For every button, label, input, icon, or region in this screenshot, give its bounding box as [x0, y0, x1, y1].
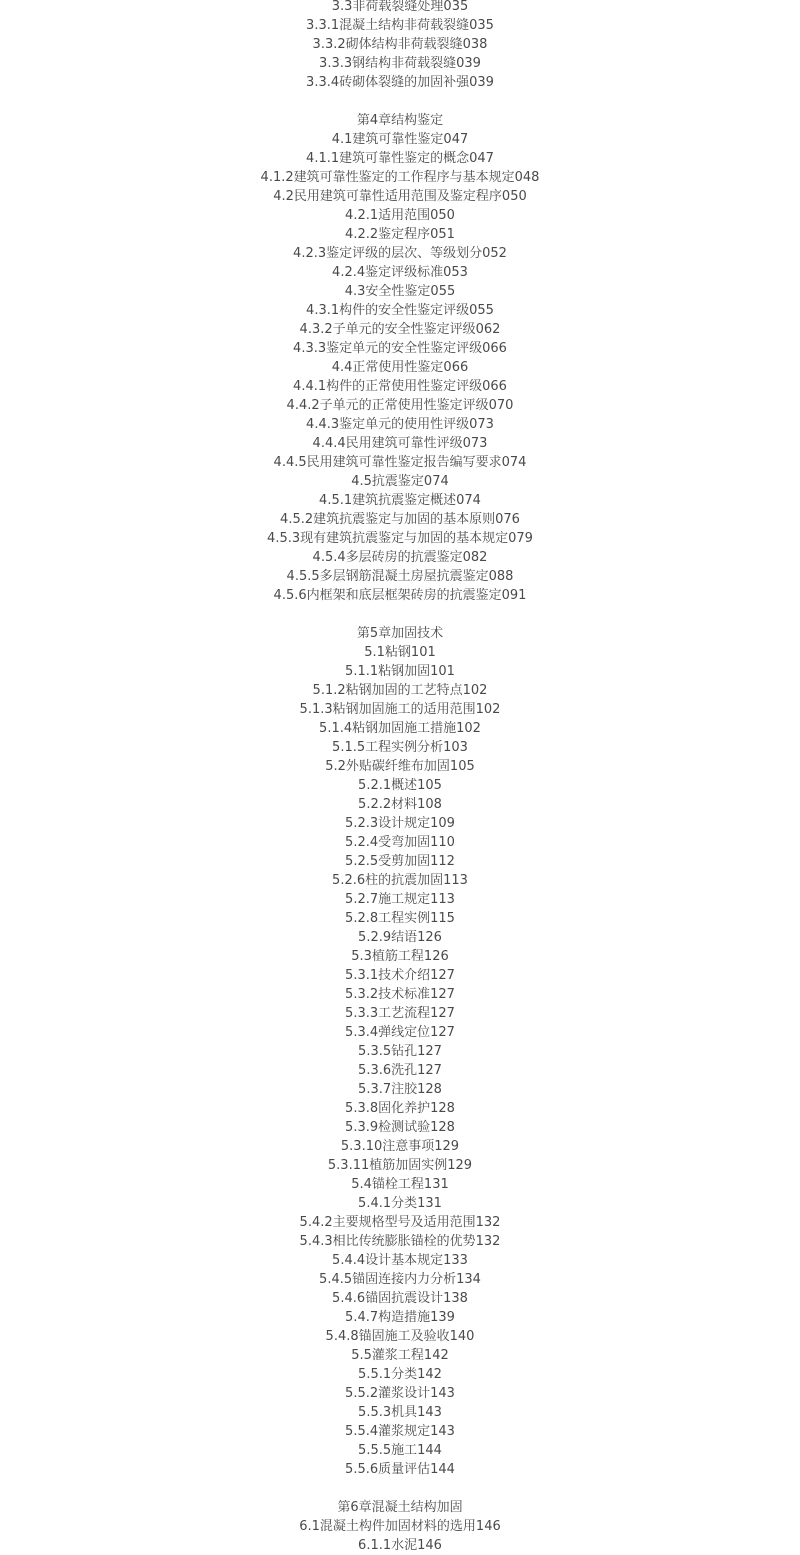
toc-entry: 5.3.8固化养护128 [345, 1101, 455, 1116]
toc-entry: 5.3.2技术标准127 [345, 987, 455, 1002]
toc-entry: 5.5.3机具143 [358, 1405, 442, 1420]
toc-entry: 4.5.6内框架和底层框架砖房的抗震鉴定091 [273, 588, 527, 603]
toc-entry: 5.2.8工程实例115 [345, 911, 455, 926]
toc-entry: 5.2.1概述105 [358, 778, 442, 793]
toc-entry: 5.5灌浆工程142 [351, 1348, 449, 1363]
toc-entry: 5.5.6质量评估144 [345, 1462, 455, 1477]
toc-entry: 4.4正常使用性鉴定066 [331, 360, 469, 375]
toc-entry: 6.1.1水泥146 [358, 1538, 442, 1553]
toc-entry: 5.4.8锚固施工及验收140 [325, 1329, 475, 1344]
toc-entry: 5.2外贴碳纤维布加固105 [325, 759, 475, 774]
toc-entry: 3.3.3钢结构非荷载裂缝039 [319, 56, 481, 71]
toc-entry: 4.5.4多层砖房的抗震鉴定082 [312, 550, 488, 565]
toc-entry: 5.4.7构造措施139 [345, 1310, 455, 1325]
toc-entry: 5.1.2粘钢加固的工艺特点102 [312, 683, 488, 698]
toc-entry: 4.2.1适用范围050 [345, 208, 455, 223]
toc-entry: 5.5.5施工144 [358, 1443, 442, 1458]
toc-entry: 4.5抗震鉴定074 [351, 474, 449, 489]
toc-entry: 4.4.5民用建筑可靠性鉴定报告编写要求074 [273, 455, 527, 470]
toc-entry: 4.5.5多层钢筋混凝土房屋抗震鉴定088 [286, 569, 514, 584]
toc-entry: 5.4.1分类131 [358, 1196, 442, 1211]
toc-entry: 5.2.4受弯加固110 [345, 835, 455, 850]
toc-entry: 4.2.2鉴定程序051 [345, 227, 455, 242]
toc-entry: 4.5.1建筑抗震鉴定概述074 [319, 493, 481, 508]
toc-entry: 3.3.1混凝土结构非荷载裂缝035 [306, 18, 494, 33]
toc-entry: 5.3.10注意事项129 [340, 1139, 460, 1154]
toc-entry: 5.2.2材料108 [358, 797, 442, 812]
toc-entry: 5.3植筋工程126 [351, 949, 449, 964]
toc-entry: 4.3.1构件的安全性鉴定评级055 [306, 303, 494, 318]
toc-entry: 5.1.4粘钢加固施工措施102 [319, 721, 481, 736]
toc-entry: 4.2民用建筑可靠性适用范围及鉴定程序050 [273, 189, 527, 204]
toc-entry: 4.4.3鉴定单元的使用性评级073 [306, 417, 494, 432]
toc-entry: 4.2.3鉴定评级的层次、等级划分052 [293, 246, 507, 261]
toc-entry: 4.5.2建筑抗震鉴定与加固的基本原则076 [280, 512, 520, 527]
toc-entry: 4.3.2子单元的安全性鉴定评级062 [299, 322, 501, 337]
toc-entry: 6.1混凝土构件加固材料的选用146 [299, 1519, 501, 1534]
toc-entry: 4.4.4民用建筑可靠性评级073 [312, 436, 488, 451]
toc-entry: 5.4.4设计基本规定133 [332, 1253, 468, 1268]
toc-entry: 5.1.1粘钢加固101 [345, 664, 455, 679]
toc-entry: 5.3.5钻孔127 [358, 1044, 442, 1059]
toc-entry: 5.1粘钢101 [364, 645, 436, 660]
toc-entry: 5.2.6柱的抗震加固113 [332, 873, 468, 888]
toc-entry: 5.3.7注胶128 [358, 1082, 442, 1097]
toc-entry: 4.1.2建筑可靠性鉴定的工作程序与基本规定048 [260, 170, 540, 185]
toc-chapter-heading: 第4章结构鉴定 [356, 113, 444, 128]
toc-spacer [0, 1479, 800, 1498]
toc-entry: 5.1.3粘钢加固施工的适用范围102 [299, 702, 501, 717]
toc-entry: 5.2.5受剪加固112 [345, 854, 455, 869]
toc-entry: 5.3.6洗孔127 [358, 1063, 442, 1078]
toc-entry: 5.3.9检测试验128 [345, 1120, 455, 1135]
toc-entry: 5.2.7施工规定113 [345, 892, 455, 907]
toc-entry: 4.5.3现有建筑抗震鉴定与加固的基本规定079 [267, 531, 533, 546]
toc-entry: 4.4.1构件的正常使用性鉴定评级066 [293, 379, 507, 394]
toc-entry: 4.3安全性鉴定055 [344, 284, 456, 299]
toc-entry: 5.5.4灌浆规定143 [345, 1424, 455, 1439]
toc-entry: 3.3.4砖砌体裂缝的加固补强039 [306, 75, 494, 90]
toc-entry: 5.2.3设计规定109 [345, 816, 455, 831]
toc-chapter-heading: 第5章加固技术 [356, 626, 444, 641]
toc-entry: 5.5.2灌浆设计143 [345, 1386, 455, 1401]
toc-entry: 5.2.9结语126 [358, 930, 442, 945]
toc-entry: 5.3.3工艺流程127 [345, 1006, 455, 1021]
toc-entry: 4.1建筑可靠性鉴定047 [331, 132, 469, 147]
toc-entry: 5.4.3相比传统膨胀锚栓的优势132 [299, 1234, 501, 1249]
toc-entry: 5.5.1分类142 [358, 1367, 442, 1382]
toc-entry: 3.3.2砌体结构非荷载裂缝038 [312, 37, 488, 52]
toc-entry: 5.4.5锚固连接内力分析134 [319, 1272, 481, 1287]
toc-entry: 5.4锚栓工程131 [351, 1177, 449, 1192]
toc-entry: 4.3.3鉴定单元的安全性鉴定评级066 [293, 341, 507, 356]
toc-spacer [0, 605, 800, 624]
toc-entry: 5.3.4弹线定位127 [345, 1025, 455, 1040]
toc-chapter-heading: 第6章混凝土结构加固 [337, 1500, 463, 1515]
toc-spacer [0, 92, 800, 111]
toc-entry: 5.4.6锚固抗震设计138 [332, 1291, 468, 1306]
toc-entry: 5.1.5工程实例分析103 [332, 740, 468, 755]
toc-entry: 4.4.2子单元的正常使用性鉴定评级070 [286, 398, 514, 413]
toc-entry: 3.3非荷载裂缝处理035 [331, 0, 469, 14]
toc-entry: 5.4.2主要规格型号及适用范围132 [299, 1215, 501, 1230]
toc-entry: 5.3.11植筋加固实例129 [327, 1158, 473, 1173]
toc-entry: 4.2.4鉴定评级标准053 [332, 265, 468, 280]
toc-entry: 5.3.1技术介绍127 [345, 968, 455, 983]
toc-entry: 4.1.1建筑可靠性鉴定的概念047 [306, 151, 494, 166]
